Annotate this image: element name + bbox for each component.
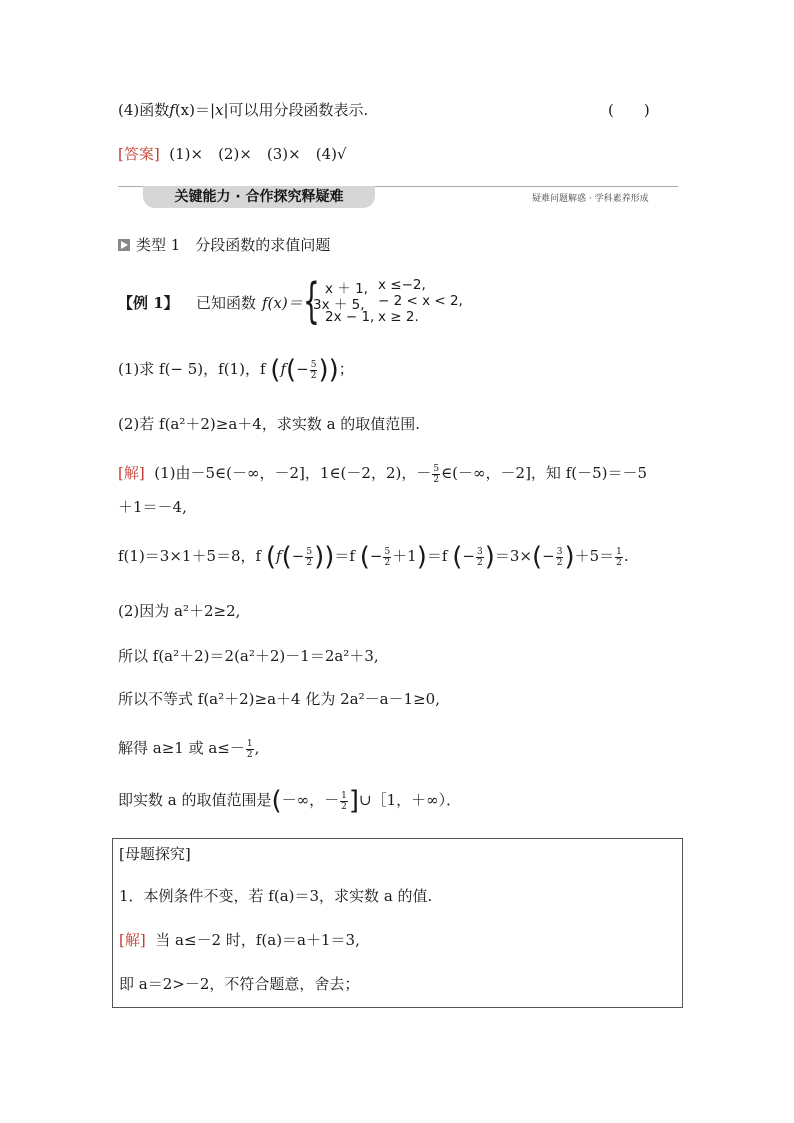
example-fx: f(x)＝	[262, 294, 303, 312]
answer-paren: ( )	[608, 101, 650, 119]
box-title: [母题探究]	[119, 845, 191, 863]
solution-label: [解]	[118, 464, 145, 482]
solution-line-6: 所以不等式 f(a²＋2)≥a＋4 化为 2a²－a－1≥0,	[118, 690, 440, 708]
question-1: (1)求 f(− 5)，f(1)，f (f(− $\frac{5}{2}$ ))；	[118, 355, 354, 385]
box-solution-label: [解]	[119, 931, 146, 949]
type-heading: 类型 1 分段函数的求值问题	[118, 234, 330, 255]
solution-line-4: (2)因为 a²＋2≥2,	[118, 602, 241, 620]
piece-1-expr: x ＋ 1,	[325, 281, 368, 297]
answer-label: [答案]	[118, 145, 160, 163]
variant-box	[112, 838, 683, 1008]
banner-subtitle: 疑难问题解惑 · 学科素养形成	[532, 194, 649, 204]
example-lead: 已知函数	[196, 294, 257, 312]
piecewise-brace: {	[303, 273, 320, 329]
piece-2-cond: − 2 < x < 2,	[378, 293, 463, 309]
piece-3-cond: x ≥ 2.	[378, 309, 419, 325]
box-question: 1．本例条件不变，若 f(a)＝3，求实数 a 的值.	[119, 887, 433, 905]
solution-line-5: 所以 f(a²＋2)＝2(a²＋2)－1＝2a²＋3,	[118, 647, 379, 665]
section-banner: 关键能力 · 合作探究释疑难	[143, 186, 375, 208]
example-label: 【例 1】	[118, 294, 179, 312]
question-4: (4)函数f(x)＝|x|可以用分段函数表示.	[118, 101, 369, 119]
box-solution-line-2: 即 a＝2>－2，不符合题意，舍去；	[119, 975, 360, 993]
answer-line	[118, 143, 347, 164]
box-solution-line-1: [解] 当 a≤－2 时，f(a)＝a＋1＝3,	[119, 931, 360, 949]
piece-3-expr: 2x − 1,	[325, 309, 375, 325]
piece-2-expr: 3x ＋ 5,	[313, 297, 365, 313]
solution-line-7: 解得 a≥1 或 a≤－ $\frac{1}{2}$ ,	[118, 738, 260, 760]
solution-line-3: f(1)＝3×1＋5＝8，f (f(− $\frac{5}{2}$ ))＝f (− $\frac{5}{2}$ ＋1)＝f (− $\frac{3}{2}$ )＝3×(− $\frac{3}{2}$ )＋5＝ $\frac{1}{2}$ .	[118, 542, 629, 572]
solution-line-1: [解] (1)由－5∈(－∞，－2]，1∈(－2，2)，－ $\frac{5}{2}$ ∈(－∞，－2]，知 f(－5)＝－5	[118, 463, 648, 485]
piece-1-cond: x ≤−2,	[378, 277, 426, 293]
solution-line-8: 即实数 a 的取值范围是(－∞，－ $\frac{1}{2}$ ]∪［1，＋∞）．	[118, 786, 462, 816]
answer-items: (1)× (2)× (3)× (4)√	[169, 145, 347, 163]
play-triangle-icon	[118, 239, 130, 251]
solution-line-2: ＋1＝－4,	[118, 498, 187, 516]
question-2: (2)若 f(a²＋2)≥a＋4，求实数 a 的取值范围.	[118, 415, 421, 433]
